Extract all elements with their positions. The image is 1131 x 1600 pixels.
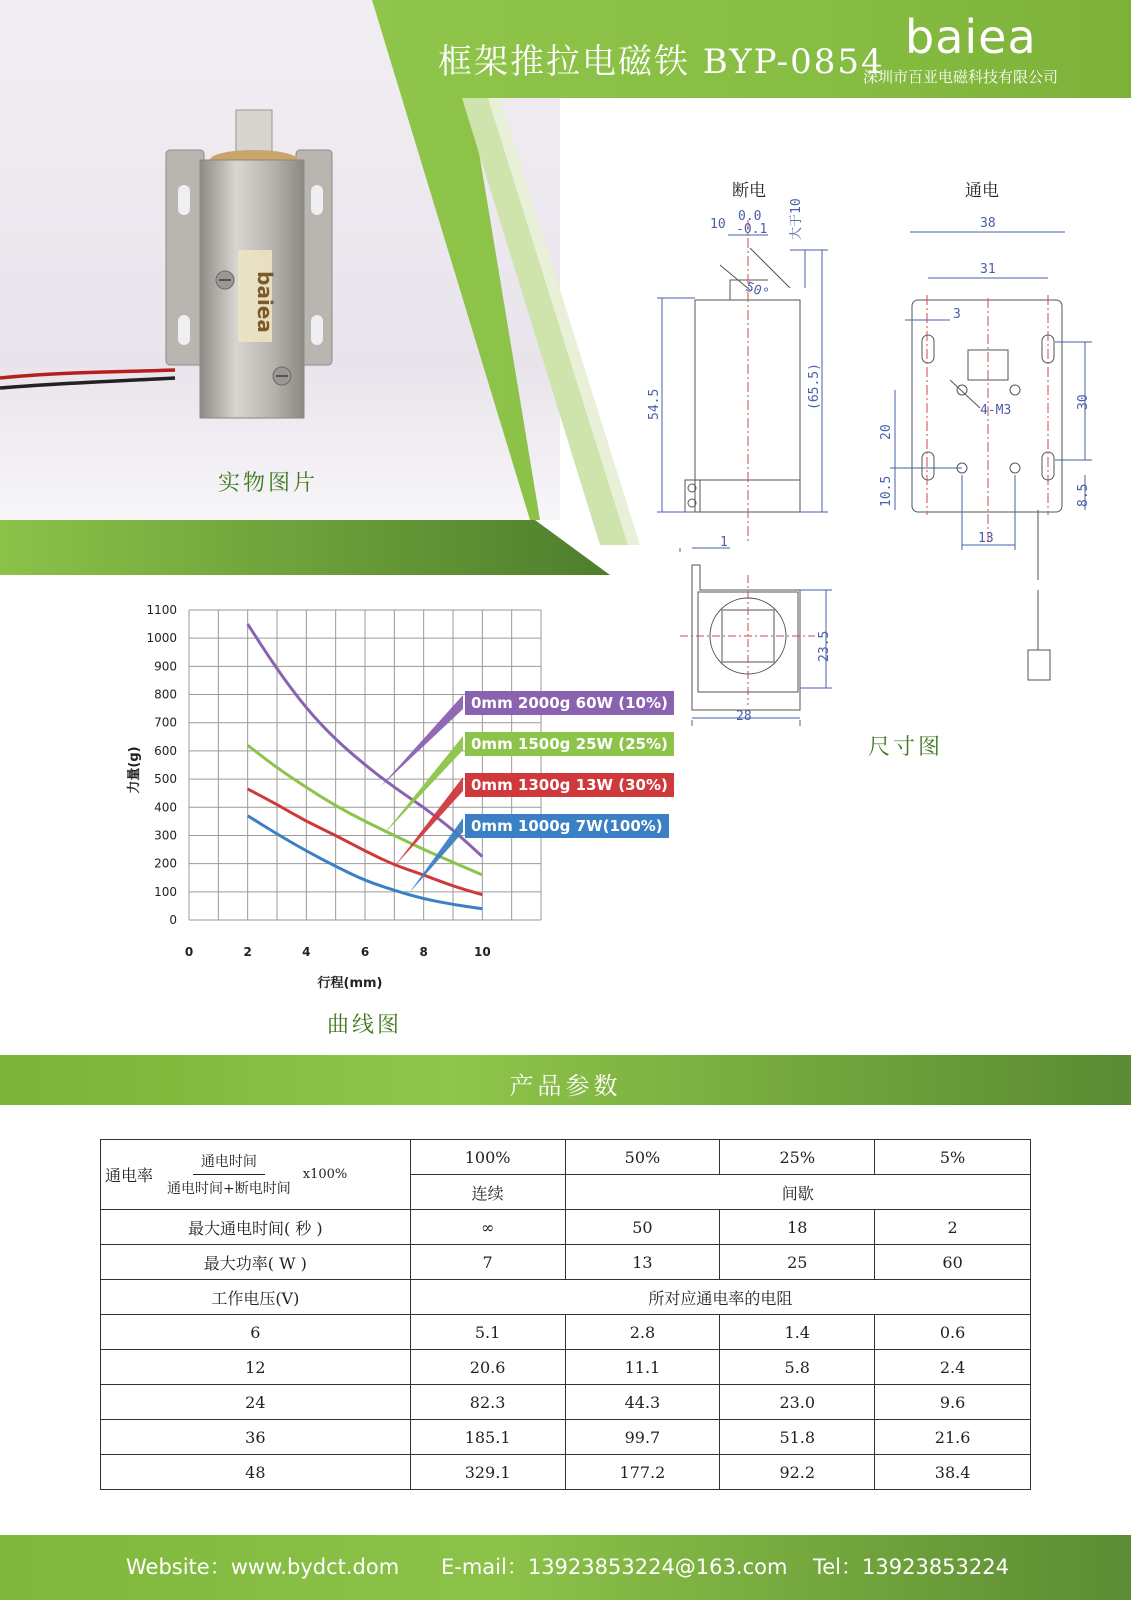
dimension-drawing [647, 170, 1120, 724]
x-tick-label: 2 [243, 945, 252, 959]
duty-label: 通电率 [105, 1166, 154, 1185]
section-title: 产品参数 [509, 1072, 622, 1100]
resistance-cell: 11.1 [565, 1350, 720, 1385]
dim-stroke: 大于10 [789, 198, 804, 240]
y-tick-label: 1000 [146, 631, 177, 646]
resistance-cell: 5.8 [720, 1350, 875, 1385]
table-row [101, 1140, 1031, 1175]
params-table [100, 1139, 1031, 1490]
resistance-cell: 9.6 [875, 1385, 1031, 1420]
dim-28: 28 [736, 709, 752, 724]
duty-value: 5% [875, 1140, 1031, 1175]
y-tick-label: 900 [154, 659, 177, 674]
y-tick-label: 0 [169, 913, 177, 927]
resistance-cell: 92.2 [720, 1455, 875, 1490]
footer-email[interactable]: E-mail：13923853224@163.com [441, 1555, 788, 1579]
table-row [101, 1210, 1031, 1245]
table-row [101, 1315, 1031, 1350]
y-tick-label: 1100 [146, 603, 177, 617]
page-title: 框架推拉电磁铁 BYP-0854 [438, 42, 885, 82]
dim-0-0: 0.0 [738, 209, 762, 224]
table-cell: 25 [720, 1245, 875, 1280]
mode-intermittent: 间歇 [565, 1175, 1030, 1210]
voltage-cell: 6 [101, 1315, 411, 1350]
resistance-cell: 185.1 [410, 1420, 565, 1455]
resistance-cell: 0.6 [875, 1315, 1031, 1350]
legend-entry: 0mm 1000g 7W(100%) [465, 814, 669, 838]
chart-caption: 曲线图 [327, 1013, 403, 1038]
dim-4-m3: 4-M3 [980, 403, 1012, 418]
dim-31: 31 [980, 262, 996, 277]
x-tick-label: 4 [302, 945, 311, 959]
x-tick-label: 0 [184, 945, 194, 959]
resistance-cell: 99.7 [565, 1420, 720, 1455]
table-cell: 2 [875, 1210, 1031, 1245]
brand-logo: baiea [905, 10, 1037, 64]
x-axis-label: 行程(mm) [317, 976, 383, 991]
table-row [101, 1420, 1031, 1455]
row-label: 最大功率( W ) [101, 1245, 411, 1280]
dim-30: 30 [1076, 394, 1091, 410]
table-cell: 50 [565, 1210, 720, 1245]
dim-50-deg: 50° [743, 279, 771, 302]
table-row [101, 1280, 1031, 1315]
resistance-cell: 23.0 [720, 1385, 875, 1420]
table-row [101, 1245, 1031, 1280]
dim-54-5: 54.5 [647, 388, 662, 420]
resistance-cell: 20.6 [410, 1350, 565, 1385]
y-tick-label: 700 [154, 715, 177, 730]
resistance-cell: 5.1 [410, 1315, 565, 1350]
duty-value: 50% [565, 1140, 720, 1175]
dim-10: 10 [710, 217, 726, 232]
force-stroke-chart [110, 605, 670, 1005]
row-label: 最大通电时间( 秒 ) [101, 1210, 411, 1245]
dim-8-5: 8.5 [1076, 483, 1091, 507]
product-logo-label: baiea [252, 271, 277, 333]
y-tick-label: 500 [154, 772, 177, 787]
y-tick-label: 100 [154, 884, 177, 899]
x-tick-label: 6 [360, 945, 370, 959]
dim-1: 1 [720, 535, 728, 550]
table-cell: 18 [720, 1210, 875, 1245]
voltage-cell: 48 [101, 1455, 411, 1490]
table-cell: 60 [875, 1245, 1031, 1280]
dim-10-5: 10.5 [879, 475, 894, 507]
y-tick-label: 200 [154, 856, 177, 871]
dim-23-5: 23.5 [817, 630, 832, 662]
mode-continuous: 连续 [410, 1175, 565, 1210]
company-name: 深圳市百亚电磁科技有限公司 [863, 68, 1059, 86]
voltage-cell: 24 [101, 1385, 411, 1420]
y-tick-label: 300 [154, 828, 177, 843]
y-axis-label: 力量(g) [127, 746, 142, 794]
voltage-cell: 36 [101, 1420, 411, 1455]
table-cell: 7 [410, 1245, 565, 1280]
resistance-cell: 2.8 [565, 1315, 720, 1350]
resistance-cell: 177.2 [565, 1455, 720, 1490]
resistance-header: 所对应通电率的电阻 [410, 1280, 1030, 1315]
formula-numerator: 通电时间 [193, 1151, 265, 1175]
x-tick-label: 10 [473, 945, 491, 959]
duty-formula-cell [101, 1140, 411, 1210]
dim-3: 3 [953, 307, 961, 322]
y-tick-label: 600 [154, 743, 177, 758]
legend-pointer [409, 818, 463, 893]
formula-multiplier: x100% [302, 1167, 348, 1182]
row-label: 工作电压(V) [101, 1280, 411, 1315]
dim-65-5: (65.5) [807, 363, 822, 410]
resistance-cell: 51.8 [720, 1420, 875, 1455]
table-row [101, 1455, 1031, 1490]
legend-entry: 0mm 1300g 13W (30%) [465, 773, 674, 797]
label-power-on: 通电 [965, 181, 999, 201]
resistance-cell: 329.1 [410, 1455, 565, 1490]
photo-green-band [0, 520, 610, 575]
duty-value: 100% [410, 1140, 565, 1175]
duty-value: 25% [720, 1140, 875, 1175]
label-power-off: 断电 [732, 181, 766, 201]
footer-tel: Tel：13923853224 [813, 1555, 1009, 1579]
dim-38: 38 [980, 216, 996, 231]
footer-website[interactable]: Website：www.bydct.dom [126, 1555, 400, 1579]
resistance-cell: 82.3 [410, 1385, 565, 1420]
resistance-cell: 21.6 [875, 1420, 1031, 1455]
table-row [101, 1385, 1031, 1420]
y-tick-label: 400 [154, 800, 177, 815]
legend-entry: 0mm 1500g 25W (25%) [465, 732, 674, 756]
table-cell: 13 [565, 1245, 720, 1280]
y-tick-label: 800 [154, 687, 177, 702]
dim-20: 20 [879, 424, 894, 440]
dim-13: 13 [978, 531, 994, 546]
table-cell: ∞ [410, 1210, 565, 1245]
resistance-cell: 1.4 [720, 1315, 875, 1350]
resistance-cell: 44.3 [565, 1385, 720, 1420]
photo-caption: 实物图片 [218, 471, 319, 496]
dimension-caption: 尺寸图 [868, 735, 944, 760]
resistance-cell: 38.4 [875, 1455, 1031, 1490]
voltage-cell: 12 [101, 1350, 411, 1385]
x-tick-label: 8 [419, 945, 428, 959]
formula-denominator: 通电时间+断电时间 [167, 1181, 291, 1197]
dim-minus-0-1: -0.1 [736, 222, 768, 237]
resistance-cell: 2.4 [875, 1350, 1031, 1385]
table-row [101, 1350, 1031, 1385]
legend-entry: 0mm 2000g 60W (10%) [465, 691, 674, 715]
legend-pointer [380, 695, 463, 788]
